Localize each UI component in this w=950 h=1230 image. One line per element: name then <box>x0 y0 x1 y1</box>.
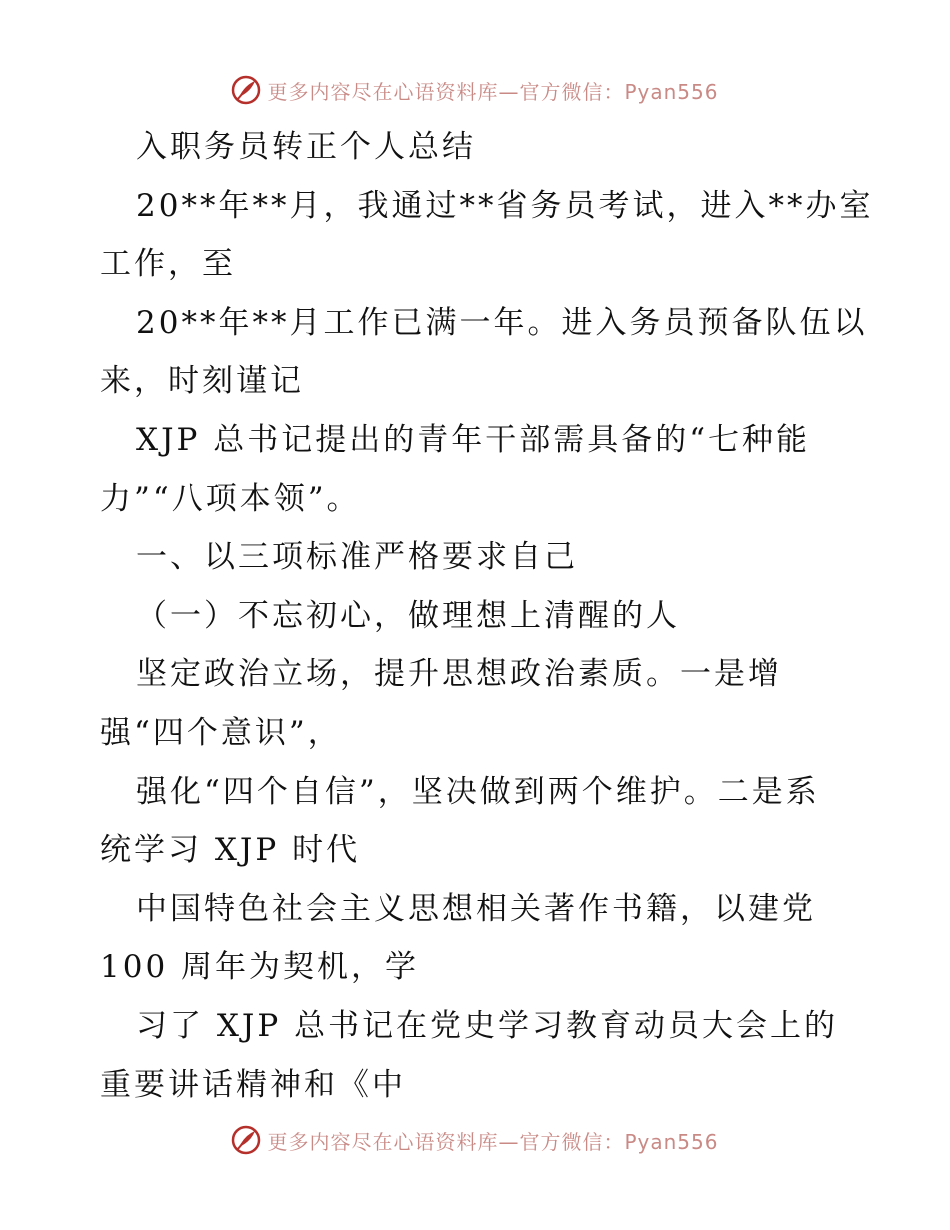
text-line: 工作，至 <box>100 246 236 283</box>
text-line: （一）不忘初心，做理想上清醒的人 <box>136 597 680 634</box>
watermark-text: 更多内容尽在心语资料库—官方微信：Pyan556 <box>267 1129 719 1154</box>
text-line: 重要讲话精神和《中 <box>100 1066 406 1103</box>
text-line: 20**年**月，我通过**省务员考试，进入**办室 <box>136 187 874 224</box>
feather-pen-logo-icon <box>231 75 261 105</box>
text-line: 来，时刻谨记 <box>100 363 304 400</box>
text-line: 20**年**月工作已满一年。进入务员预备队伍以 <box>136 304 868 341</box>
text-line: 习了 XJP 总书记在党史学习教育动员大会上的 <box>136 1007 839 1044</box>
feather-pen-logo-icon <box>231 1125 261 1155</box>
text-line: 力”“八项本领”。 <box>100 480 361 517</box>
text-line: 一、以三项标准严格要求自己 <box>136 539 578 576</box>
header-watermark <box>0 70 950 110</box>
text-line: XJP 总书记提出的青年干部需具备的“七种能 <box>136 421 811 458</box>
text-line: 强“四个意识”， <box>100 714 342 751</box>
text-line: 入职务员转正个人总结 <box>136 129 476 165</box>
text-line: 中国特色社会主义思想相关著作书籍，以建党 <box>136 890 816 927</box>
text-line: 统学习 XJP 时代 <box>100 832 361 869</box>
document-body <box>100 118 874 1114</box>
text-line: 100 周年为契机，学 <box>100 949 420 986</box>
watermark-text: 更多内容尽在心语资料库—官方微信：Pyan556 <box>267 79 719 104</box>
footer-watermark <box>0 1120 950 1160</box>
text-line: 强化“四个自信”，坚决做到两个维护。二是系 <box>136 773 820 810</box>
text-line: 坚定政治立场，提升思想政治素质。一是增 <box>136 656 782 693</box>
